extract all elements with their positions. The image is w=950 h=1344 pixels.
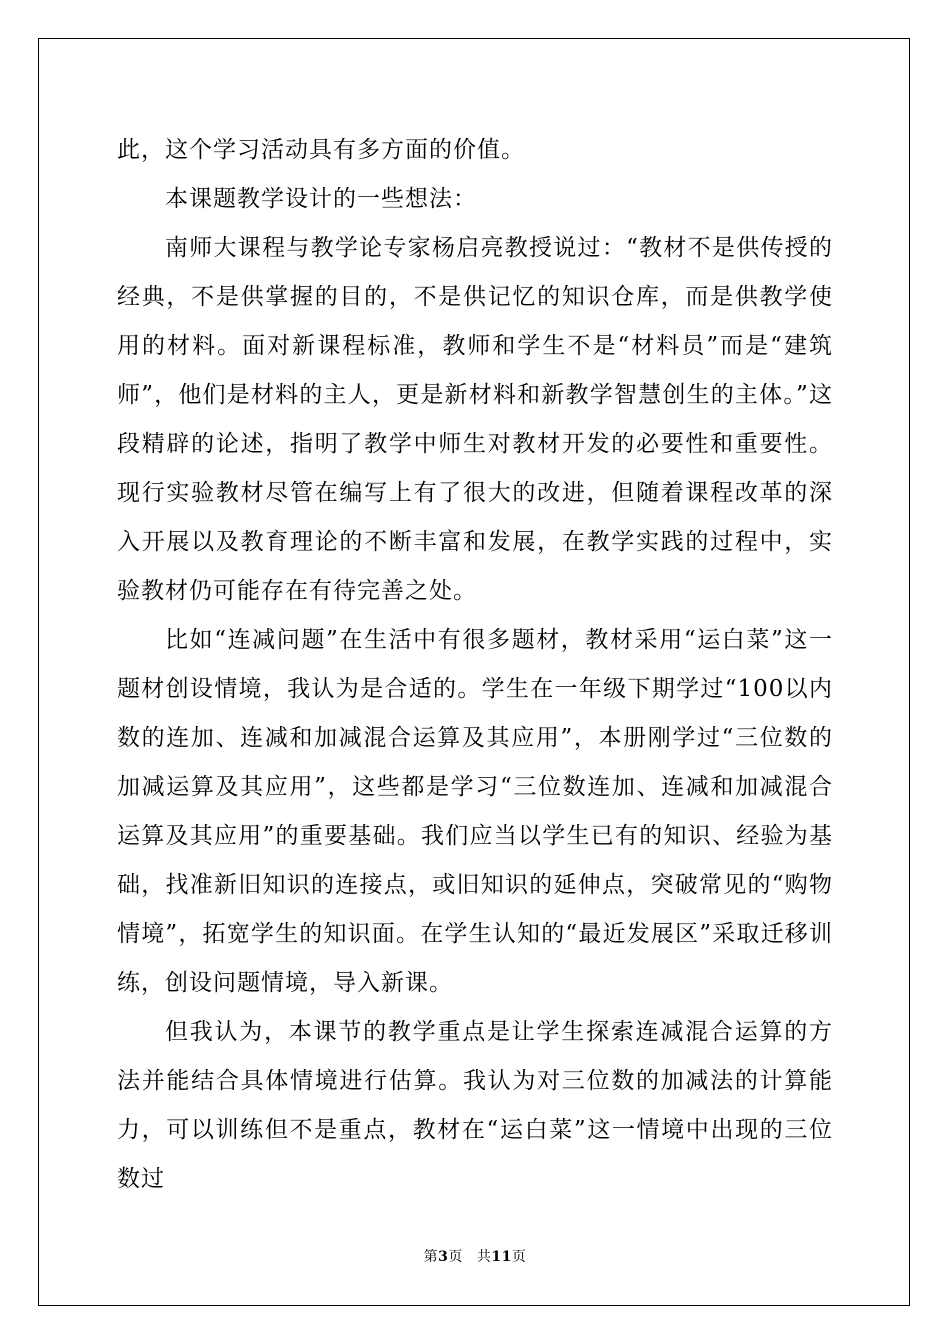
paragraph: 此，这个学习活动具有多方面的价值。 [117,137,525,163]
paragraph: 但我认为，本课节的教学重点是让学生探索连减混合运算的方法并能结合具体情境进行估算。我认为对三位数的加减法的计算能力，可以训练但不是重点，教材在“运白菜”这一情境中出现的三位数过 [117,1019,833,1192]
page-label-suffix: 页 [448,1249,463,1265]
total-label-prefix: 共 [476,1249,492,1265]
total-label-suffix: 页 [511,1249,527,1265]
page-footer [0,1248,950,1266]
total-pages: 11 [491,1249,512,1265]
paragraph: 南师大课程与教学论专家杨启亮教授说过：“教材不是供传授的经典，不是供掌握的目的，不是供记忆的知识仓库，而是供教学使用的材料。面对新课程标准，教师和学生不是“材料员”而是“建筑师”，他们是材料的主人，更是新材料和新教学智慧创生的主体。”这段精辟的论述，指明了教学中师生对教材开发的必要性和重要性。现行实验教材尽管在编写上有了很大的改进，但随着课程改革的深入开展以及教育理论的不断丰富和发展，在教学实践的过程中，实验教材仍可能存在有待完善之处。 [117,235,833,604]
paragraph: 本课题教学设计的一些想法： [165,186,477,212]
paragraph: 比如“连减问题”在生活中有很多题材，教材采用“运白菜”这一题材创设情境，我认为是合适的。学生在一年级下期学过“100以内数的连加、连减和加减混合运算及其应用”，本册刚学过“三位数的加减运算及其应用”，这些都是学习“三位数连加、连减和加减混合运算及其应用”的重要基础。我们应当以学生已有的知识、经验为基础，找准新旧知识的连接点，或旧知识的延伸点，突破常见的“购物情境”，拓宽学生的知识面。在学生认知的“最近发展区”采取迁移训练，创设问题情境，导入新课。 [117,627,833,996]
page-label-prefix: 第 [423,1249,439,1265]
document-body [117,126,833,1204]
page-number: 3 [438,1249,449,1265]
